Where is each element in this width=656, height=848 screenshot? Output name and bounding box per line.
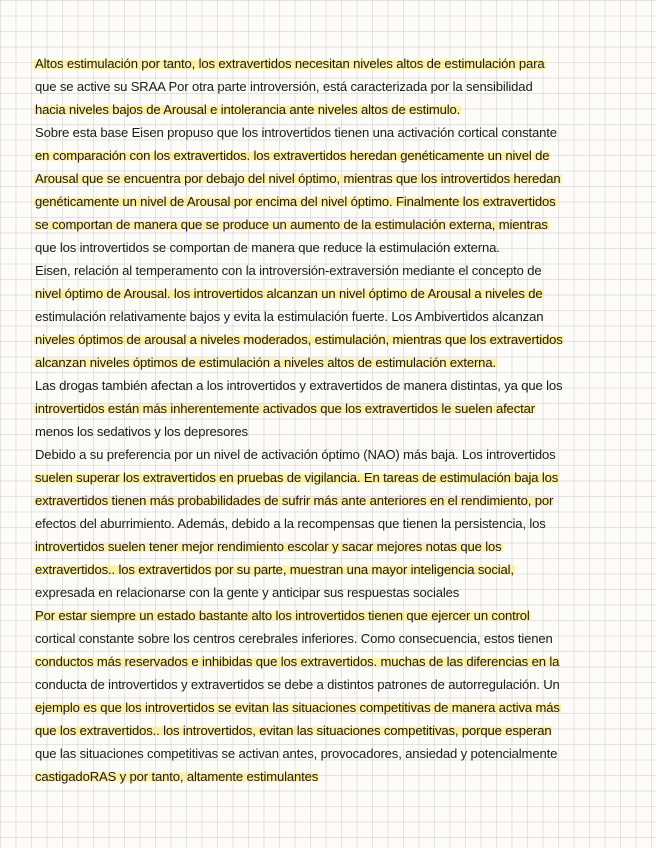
text-line: introvertidos están más inherentemente activados que los extravertidos le suelen afectar bbox=[35, 401, 535, 416]
text-line: Eisen, relación al temperamento con la introversión-extraversión mediante el concepto de bbox=[35, 263, 542, 278]
paragraph bbox=[34, 121, 634, 259]
text-line: cortical constante sobre los centros cerebrales inferiores. Como consecuencia, estos tienen bbox=[35, 631, 553, 646]
text-line: alcanzan niveles óptimos de estimulación a niveles altos de estimulación externa. bbox=[35, 355, 496, 370]
text-line: se comportan de manera que se produce un aumento de la estimulación externa, mientras bbox=[35, 217, 548, 232]
text-line: castigadoRAS y por tanto, altamente estimulantes bbox=[35, 769, 319, 784]
text-line: extravertidos.. los extravertidos por su parte, muestran una mayor inteligencia social, bbox=[35, 562, 514, 577]
paragraph bbox=[34, 443, 634, 604]
text-line: introvertidos suelen tener mejor rendimiento escolar y sacar mejores notas que los bbox=[35, 539, 502, 554]
text-line: que se active su SRAA Por otra parte introversión, está caracterizada por la sensibilidad bbox=[35, 79, 533, 94]
paragraph bbox=[34, 259, 634, 374]
text-line: ejemplo es que los introvertidos se evitan las situaciones competitivas de manera activa más bbox=[35, 700, 560, 715]
paragraph bbox=[34, 374, 634, 443]
text-line: que los introvertidos se comportan de manera que reduce la estimulación externa. bbox=[35, 240, 500, 255]
text-line: Arousal que se encuentra por debajo del nivel óptimo, mientras que los introvertidos heredan bbox=[35, 171, 561, 186]
notes-page bbox=[34, 52, 634, 788]
text-line: hacia niveles bajos de Arousal e intolerancia ante niveles altos de estimulo. bbox=[35, 102, 461, 117]
text-line: Sobre esta base Eisen propuso que los introvertidos tienen una activación cortical constante bbox=[35, 125, 557, 140]
text-line: suelen superar los extravertidos en pruebas de vigilancia. En tareas de estimulación baja los bbox=[35, 470, 559, 485]
text-line: genéticamente un nivel de Arousal por encima del nivel óptimo. Finalmente los extravertidos bbox=[35, 194, 556, 209]
text-line: Por estar siempre un estado bastante alto los introvertidos tienen que ejercer un control bbox=[35, 608, 530, 623]
text-line: en comparación con los extravertidos. los extravertidos heredan genéticamente un nivel de bbox=[35, 148, 550, 163]
text-line: expresada en relacionarse con la gente y anticipar sus respuestas sociales bbox=[35, 585, 460, 600]
paragraph bbox=[34, 604, 634, 788]
text-line: conducta de introvertidos y extravertidos se debe a distintos patrones de autorregulación. Un bbox=[35, 677, 560, 692]
text-line: conductos más reservados e inhibidas que los extravertidos. muchas de las diferencias en la bbox=[35, 654, 560, 669]
text-line: Altos estimulación por tanto, los extravertidos necesitan niveles altos de estimulación para bbox=[35, 56, 545, 71]
text-line: menos los sedativos y los depresores bbox=[35, 424, 248, 439]
text-line: que las situaciones competitivas se activan antes, provocadores, ansiedad y potencialmente bbox=[35, 746, 558, 761]
text-line: Las drogas también afectan a los introvertidos y extravertidos de manera distintas, ya que los bbox=[35, 378, 563, 393]
text-line: efectos del aburrimiento. Además, debido a la recompensas que tienen la persistencia, los bbox=[35, 516, 546, 531]
text-line: niveles óptimos de arousal a niveles moderados, estimulación, mientras que los extravertidos bbox=[35, 332, 563, 347]
text-line: que los extravertidos.. los introvertidos, evitan las situaciones competitivas, porque esperan bbox=[35, 723, 552, 738]
text-line: nivel óptimo de Arousal. los introvertidos alcanzan un nivel óptimo de Arousal a niveles de bbox=[35, 286, 543, 301]
paragraph bbox=[34, 52, 634, 121]
text-line: estimulación relativamente bajos y evita la estimulación fuerte. Los Ambivertidos alcanzan bbox=[35, 309, 544, 324]
text-line: Debido a su preferencia por un nivel de activación óptimo (NAO) más baja. Los introvertidos bbox=[35, 447, 556, 462]
text-line: extravertidos tienen más probabilidades de sufrir más ante anteriores en el rendimiento, por bbox=[35, 493, 554, 508]
